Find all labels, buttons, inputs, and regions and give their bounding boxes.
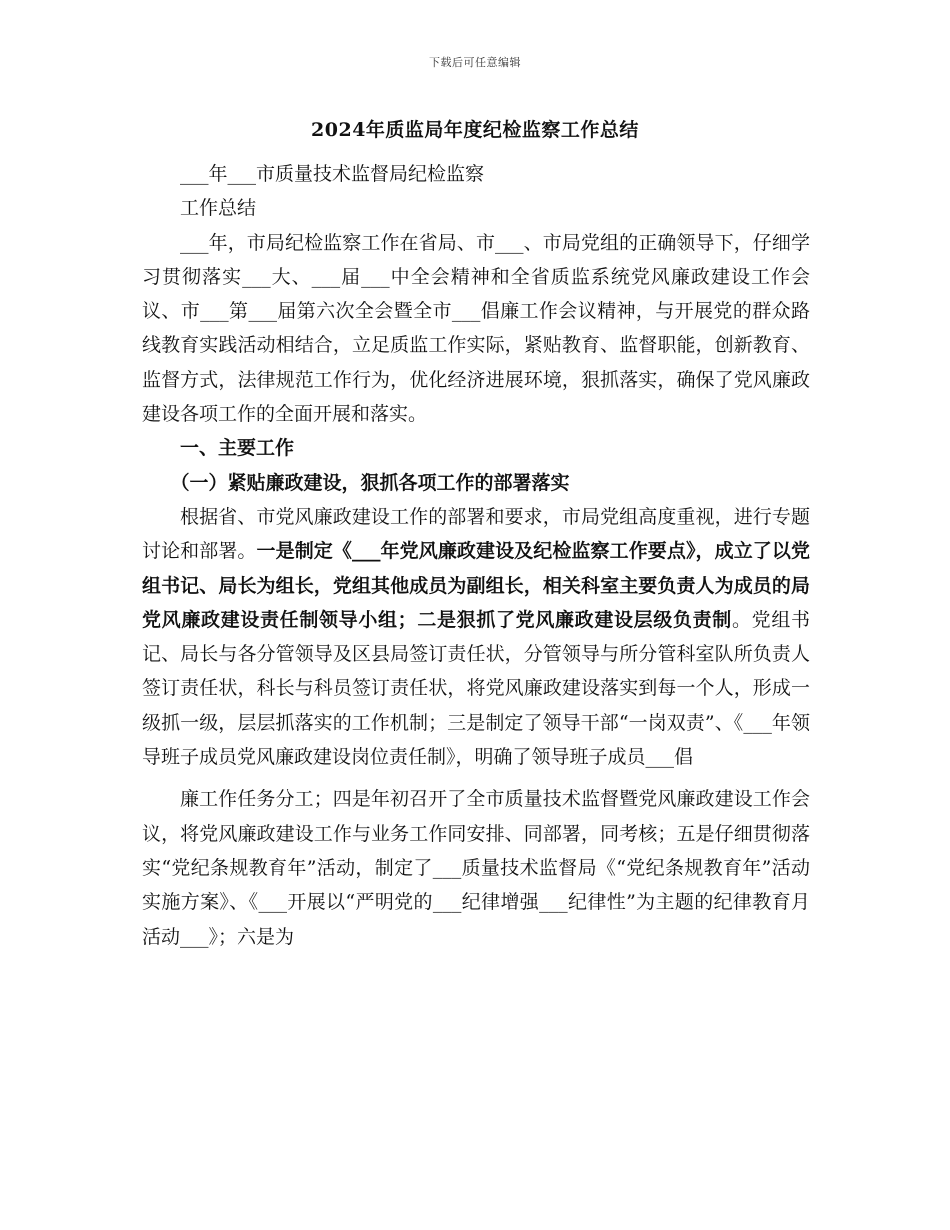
paragraph-subtitle-1: ___年___市质量技术监督局纪检监察 [180, 163, 485, 185]
subsection-heading: （一）紧贴廉政建设，狠抓各项工作的部署落实 [170, 471, 570, 494]
paragraph-main-work [142, 500, 810, 774]
document-body [142, 157, 810, 954]
paragraph-main-work-lead: 根据省、市党风廉政建设工作的部署和要求，市局党组高度重视，进行专题讨论和部署。 [142, 505, 810, 563]
header-note: 下载后可任意编辑 [429, 56, 521, 69]
paragraph-subtitle-2: 工作总结 [180, 197, 257, 220]
paragraph-main-work-bold: 一是制定《___年党风廉政建设及纪检监察工作要点》，成立了以党组书记、局长为组长，党组其他成员为副组长，相关科室主要负责人为成员的局党风廉政建设责任制领导小组；二是狠抓了党风廉政建设层级负责制 [142, 540, 810, 631]
paragraph-intro: ___年，市局纪检监察工作在省局、市___、市局党组的正确领导下，仔细学习贯彻落实___大、___届___中全会精神和全省质监系统党风廉政建设工作会议、市___第___届第六次全会暨全市___倡廉工作会议精神，与开展党的群众路线教育实践活动相结合，立足质监工作实际，紧贴教育、监督职能，创新教育、监督方式，法律规范工作行为，优化经济进展环境，狠抓落实，确保了党风廉政建设各项工作的全面开展和落实。 [142, 231, 810, 426]
paragraph-main-work-rest: 。党组书记、局长与各分管领导及区县局签订责任状，分管领导与所分管科室队所负责人签订责任状，科长与科员签订责任状，将党风廉政建设落实到每一个人，形成一级抓一级，层层抓落实的工作机制；三是制定了领导干部“一岗双责”、《___年领导班子成员党风廉政建设岗位责任制》，明确了领导班子成员___倡 [142, 608, 810, 769]
document-title: 2024年质监局年度纪检监察工作总结 [311, 119, 639, 141]
paragraph-continued: 廉工作任务分工；四是年初召开了全市质量技术监督暨党风廉政建设工作会议，将党风廉政建设工作与业务工作同安排、同部署，同考核；五是仔细贯彻落实“党纪条规教育年”活动，制定了___质量技术监督局《“党纪条规教育年”活动实施方案》、《___开展以“严明党的___纪律增强___纪律性”为主题的纪律教育月活动___》；六是为 [142, 788, 810, 948]
section-heading: 一、主要工作 [180, 437, 295, 460]
paragraph-gap [142, 774, 810, 782]
